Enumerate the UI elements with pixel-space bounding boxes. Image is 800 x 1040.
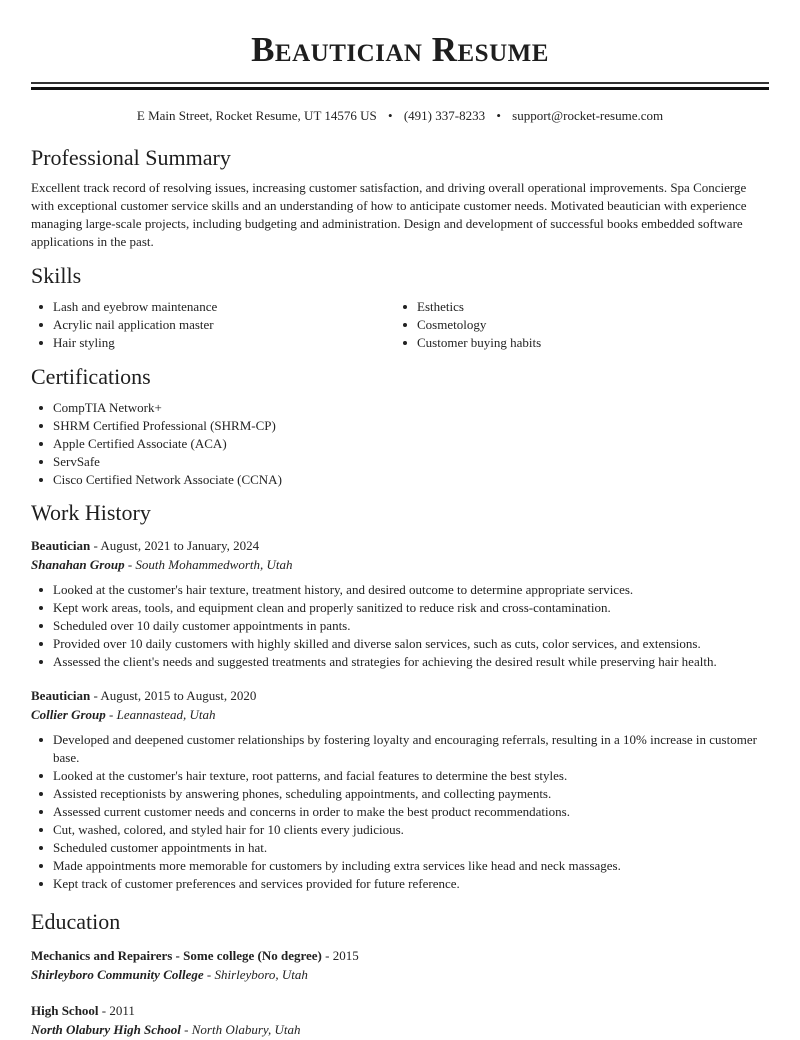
job-location: - Leannastead, Utah xyxy=(105,707,216,722)
certifications-list xyxy=(31,399,769,489)
job-duty: Cut, washed, colored, and styled hair for 10 clients every judicious. xyxy=(31,821,769,839)
job-duty: Assisted receptionists by answering phones, scheduling appointments, and collecting payments. xyxy=(31,785,769,803)
job-duty: Scheduled customer appointments in hat. xyxy=(31,839,769,857)
resume-title: Beautician Resume xyxy=(251,30,549,69)
job-title-line xyxy=(31,536,769,555)
education-degree-line xyxy=(31,1001,769,1020)
skill-item: Customer buying habits xyxy=(395,334,759,352)
bullet-separator: • xyxy=(388,108,393,123)
education-entry xyxy=(31,946,769,985)
skill-item: Lash and eyebrow maintenance xyxy=(31,298,395,316)
section-heading-summary: Professional Summary xyxy=(31,145,231,170)
education-school: North Olabury High School xyxy=(31,1022,181,1037)
section-heading-education: Education xyxy=(31,909,121,934)
job-entry xyxy=(31,686,769,893)
job-duty: Scheduled over 10 daily customer appointments in pants. xyxy=(31,617,769,635)
job-duty: Provided over 10 daily customers with highly skilled and diverse salon services, such as cuts, color services, and extensions. xyxy=(31,635,769,653)
skills-list-left xyxy=(31,298,395,352)
job-location: - South Mohammedworth, Utah xyxy=(124,557,293,572)
job-company-line xyxy=(31,705,769,725)
certification-item: SHRM Certified Professional (SHRM-CP) xyxy=(31,417,769,435)
job-company-line xyxy=(31,555,769,575)
summary-text: Excellent track record of resolving issues, increasing customer satisfaction, and driving overall operational improvements. Spa Concierge with exceptional customer service skills and an understanding of how to anticipate customer needs. Motivated beautician with experience managing large-scale projects, including budgeting and administration. Design and development of successful books embedded software applications in the past. xyxy=(31,180,747,249)
job-duties-list xyxy=(31,581,769,671)
skill-item: Acrylic nail application master xyxy=(31,316,395,334)
job-company: Shanahan Group xyxy=(31,557,125,572)
education-location: - North Olabury, Utah xyxy=(180,1022,301,1037)
job-duty: Looked at the customer's hair texture, root patterns, and facial features to determine the best styles. xyxy=(31,767,769,785)
certification-item: Apple Certified Associate (ACA) xyxy=(31,435,769,453)
contact-line xyxy=(31,107,769,125)
job-duty: Assessed current customer needs and concerns in order to make the best product recommendations. xyxy=(31,803,769,821)
bullet-separator: • xyxy=(496,108,501,123)
job-title: Beautician xyxy=(31,688,91,703)
education-location: - Shirleyboro, Utah xyxy=(203,967,308,982)
contact-phone: (491) 337-8233 xyxy=(403,108,486,123)
header-divider-thick xyxy=(31,87,769,90)
skill-item: Cosmetology xyxy=(395,316,759,334)
job-title: Beautician xyxy=(31,538,91,553)
job-duty: Looked at the customer's hair texture, treatment history, and desired outcome to determine appropriate services. xyxy=(31,581,769,599)
education-year: - 2015 xyxy=(321,948,359,963)
job-dates: - August, 2021 to January, 2024 xyxy=(90,538,260,553)
skills-columns xyxy=(31,298,769,352)
education-entry xyxy=(31,1001,769,1040)
education-degree: Mechanics and Repairers - Some college (No degree) xyxy=(31,948,322,963)
job-dates: - August, 2015 to August, 2020 xyxy=(90,688,257,703)
job-duty: Kept work areas, tools, and equipment clean and properly sanitized to reduce risk and cross-contamination. xyxy=(31,599,769,617)
section-heading-work-history: Work History xyxy=(31,500,151,525)
skill-item: Hair styling xyxy=(31,334,395,352)
job-entry xyxy=(31,536,769,671)
education-degree: High School xyxy=(31,1003,99,1018)
education-school-line xyxy=(31,965,769,985)
job-duty: Assessed the client's needs and suggested treatments and strategies for achieving the desired result while preserving hair health. xyxy=(31,653,769,671)
job-duty: Developed and deepened customer relationships by fostering loyalty and encouraging referrals, resulting in a 10% increase in customer base. xyxy=(31,731,769,767)
job-duties-list xyxy=(31,731,769,893)
job-company: Collier Group xyxy=(31,707,106,722)
certification-item: Cisco Certified Network Associate (CCNA) xyxy=(31,471,769,489)
education-school-line xyxy=(31,1020,769,1040)
job-duty: Made appointments more memorable for customers by including extra services like head and neck massages. xyxy=(31,857,769,875)
contact-address: E Main Street, Rocket Resume, UT 14576 US xyxy=(136,108,377,123)
education-year: - 2011 xyxy=(98,1003,135,1018)
skill-item: Esthetics xyxy=(395,298,759,316)
section-heading-skills: Skills xyxy=(31,263,82,288)
education-school: Shirleyboro Community College xyxy=(31,967,204,982)
education-degree-line xyxy=(31,946,769,965)
job-duty: Kept track of customer preferences and services provided for future reference. xyxy=(31,875,769,893)
certification-item: ServSafe xyxy=(31,453,769,471)
skills-list-right xyxy=(395,298,759,352)
section-heading-certifications: Certifications xyxy=(31,364,151,389)
job-title-line xyxy=(31,686,769,705)
contact-email: support@rocket-resume.com xyxy=(512,108,664,123)
certification-item: CompTIA Network+ xyxy=(31,399,769,417)
